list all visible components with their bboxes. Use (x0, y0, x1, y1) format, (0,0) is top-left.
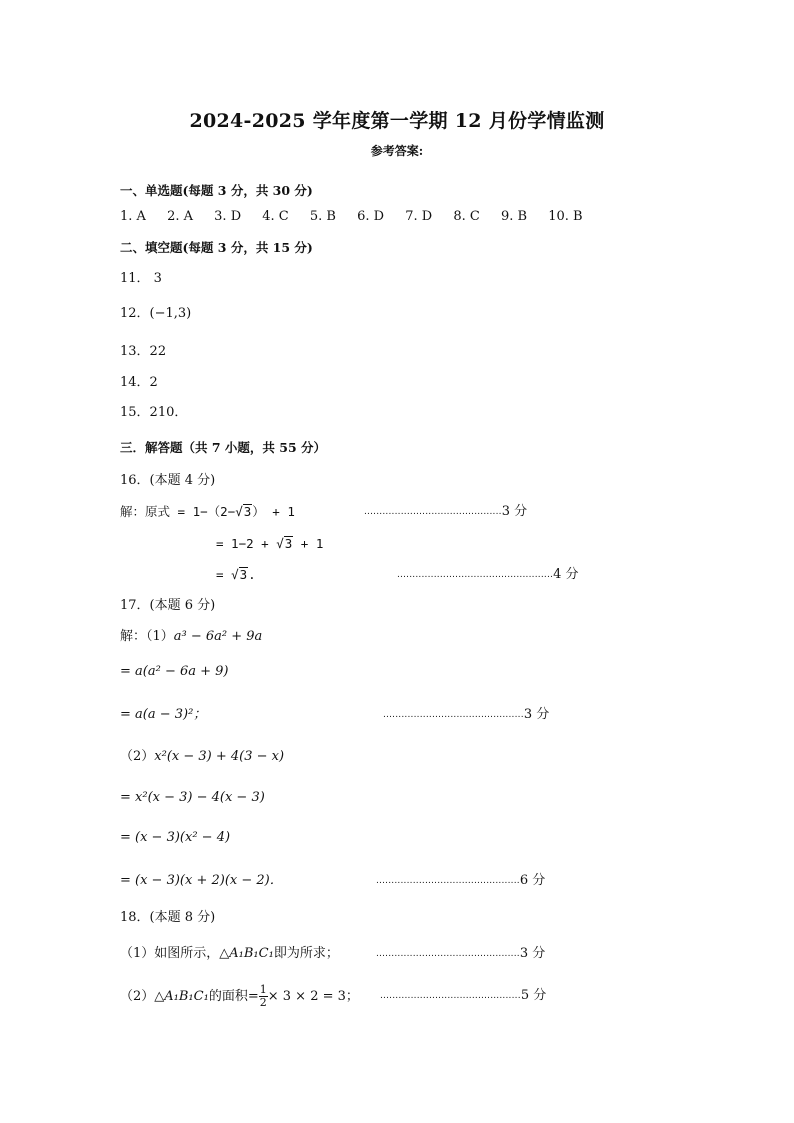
q16-line-3: = √3. (216, 567, 256, 582)
q17-heading: 17．(本题 6 分) (120, 598, 216, 613)
mc-answer-6: 6. D (357, 209, 385, 224)
section-solutions-heading: 三．解答题（共 7 小题，共 55 分） (120, 440, 327, 455)
section-multiple-choice-heading: 一、单选题(每题 3 分，共 30 分) (120, 183, 313, 198)
mc-answer-9: 9. B (500, 209, 528, 224)
section-fill-in-heading: 二、填空题(每题 3 分，共 15 分) (120, 240, 313, 255)
q18-score-1: ...............................................3 分 (376, 946, 546, 961)
mc-answer-8: 8. C (453, 209, 480, 224)
q16-heading: 16．(本题 4 分) (120, 473, 216, 488)
q17-part1-line-2: = a(a − 3)²； (120, 707, 207, 722)
answer-key-subtitle: 参考答案: (370, 144, 424, 158)
q16-score-1: .............................................3 分 (364, 504, 528, 519)
multiple-choice-answers (120, 209, 583, 225)
answer-13: 13．22 (120, 344, 167, 359)
page-title: 2024-2025 学年度第一学期 12 月份学情监测 (189, 110, 605, 132)
sqrt-icon: √ (235, 504, 243, 519)
mc-answer-3: 3. D (214, 209, 242, 224)
mc-answer-4: 4. C (262, 209, 289, 224)
q17-part2-line-3: = (x − 3)(x + 2)(x − 2)． (120, 873, 283, 888)
answer-14: 14．2 (120, 375, 158, 390)
q16-line-1: 解：原式 = 1−（2−√3） + 1 (120, 504, 295, 519)
triangle-label: △A₁B₁C₁ (154, 989, 209, 1004)
answer-11: 11． 3 (120, 271, 162, 286)
mc-answer-7: 7. D (405, 209, 433, 224)
mc-answer-5: 5. B (309, 209, 336, 224)
q16-score-2: ...................................................4 分 (397, 567, 579, 582)
q17-part2-line-2: = (x − 3)(x² − 4) (120, 830, 231, 845)
q18-heading: 18．(本题 8 分) (120, 910, 216, 925)
q17-score-2: ...............................................6 分 (376, 873, 546, 888)
sqrt-icon: √ (231, 567, 239, 582)
answer-15: 15．210． (120, 405, 188, 420)
answer-12-value: (−1,3) (149, 306, 192, 321)
q17-score-1: ..............................................3 分 (383, 707, 550, 722)
q16-line-2: = 1−2 + √3 + 1 (216, 536, 324, 551)
sqrt-icon: √ (276, 536, 284, 551)
fraction-one-half: $\frac{1}{2}$ (259, 983, 267, 1009)
q17-part1-line-1: = a(a² − 6a + 9) (120, 664, 229, 679)
q17-part2-expr: （2）x²(x − 3) + 4(3 − x) (120, 749, 285, 764)
mc-answer-10: 10. B (548, 209, 583, 224)
q17-part2-line-1: = x²(x − 3) − 4(x − 3) (120, 790, 265, 805)
q18-score-2: ..............................................5 分 (380, 988, 547, 1003)
q17-part1-expr: 解：（1）a³ − 6a² + 9a (120, 629, 263, 644)
mc-answer-2: 2. A (167, 209, 194, 224)
triangle-label: △A₁B₁C₁ (219, 946, 274, 961)
q18-part1: （1）如图所示，△A₁B₁C₁即为所求； (120, 946, 339, 961)
q18-part2: （2）△A₁B₁C₁的面积= $\frac{1}{2}$ × 3 × 2 = 3； (120, 983, 359, 1009)
answer-12: 12．(−1,3) (120, 306, 192, 321)
mc-answer-1: 1. A (120, 209, 146, 224)
